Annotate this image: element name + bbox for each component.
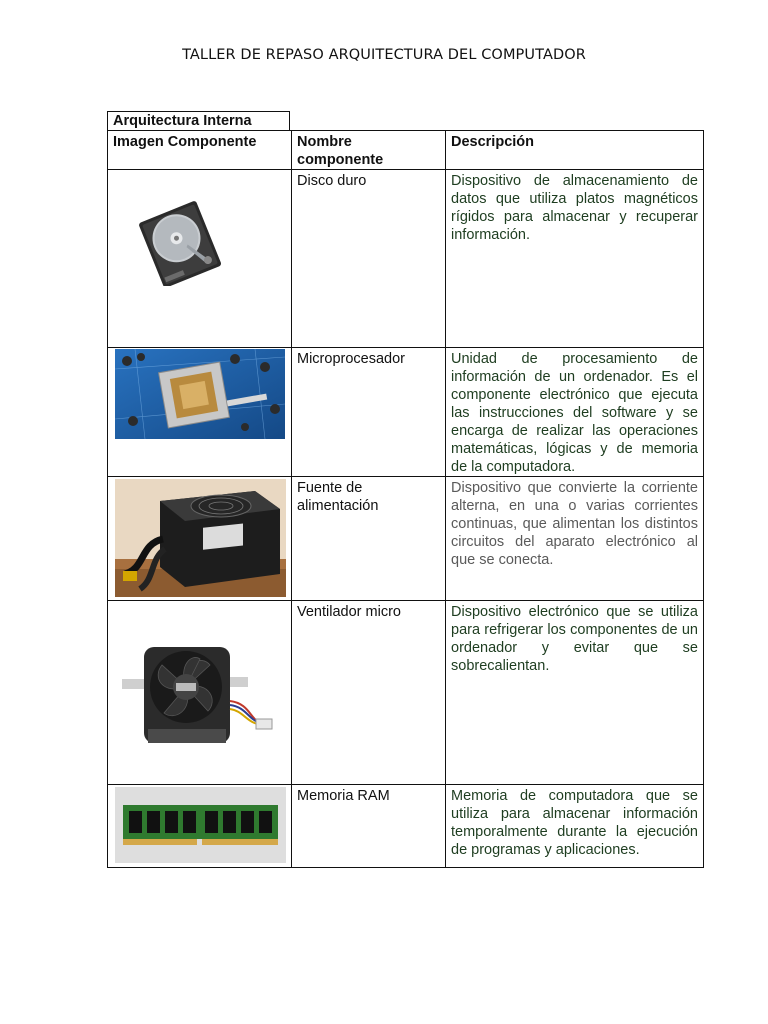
image-cell [108,348,292,477]
table-row [108,348,704,477]
header-description: Descripción [446,131,704,170]
image-cell [108,170,292,348]
ram-module-image [115,787,286,863]
component-description: Memoria de computadora que se utiliza para almacenar información temporalmente durante la ejecución de programas y aplicaciones. [446,785,704,868]
section-label: Arquitectura Interna [107,111,290,130]
table-header-row [108,131,704,170]
component-name: Disco duro [292,170,446,348]
table-row [108,170,704,348]
table-row [108,601,704,785]
image-cell [108,477,292,601]
header-name: Nombre componente [292,131,446,170]
component-description: Dispositivo electrónico que se utiliza para refrigerar los componentes de un ordenador y evitar que se sobrecalientan. [446,601,704,785]
image-cell [108,785,292,868]
cpu-fan-image [122,641,282,749]
cpu-on-motherboard-image [115,349,285,439]
component-description: Dispositivo que convierte la corriente alterna, en una o varias corrientes continuas, que alimentan los distintos circuitos del aparato electrónico al que se conecta. [446,477,704,601]
component-name: Fuente de alimentación [292,477,446,601]
image-cell [108,601,292,785]
header-image: Imagen Componente [108,131,292,170]
component-name: Ventilador micro [292,601,446,785]
hard-disk-image [138,196,228,286]
table-row [108,477,704,601]
component-name: Microprocesador [292,348,446,477]
component-name: Memoria RAM [292,785,446,868]
component-description: Dispositivo de almacenamiento de datos que utiliza platos magnéticos rígidos para almacenar y recuperar información. [446,170,704,348]
power-supply-image [115,479,286,597]
document-title: TALLER DE REPASO ARQUITECTURA DEL COMPUTADOR [182,47,586,63]
components-table [107,130,704,868]
component-description: Unidad de procesamiento de información de un ordenador. Es el componente electrónico que ejecuta las instrucciones del software y se encarga de realizar las operaciones matemáticas, lógicas y de memoria de la computadora. [446,348,704,477]
table-row [108,785,704,868]
